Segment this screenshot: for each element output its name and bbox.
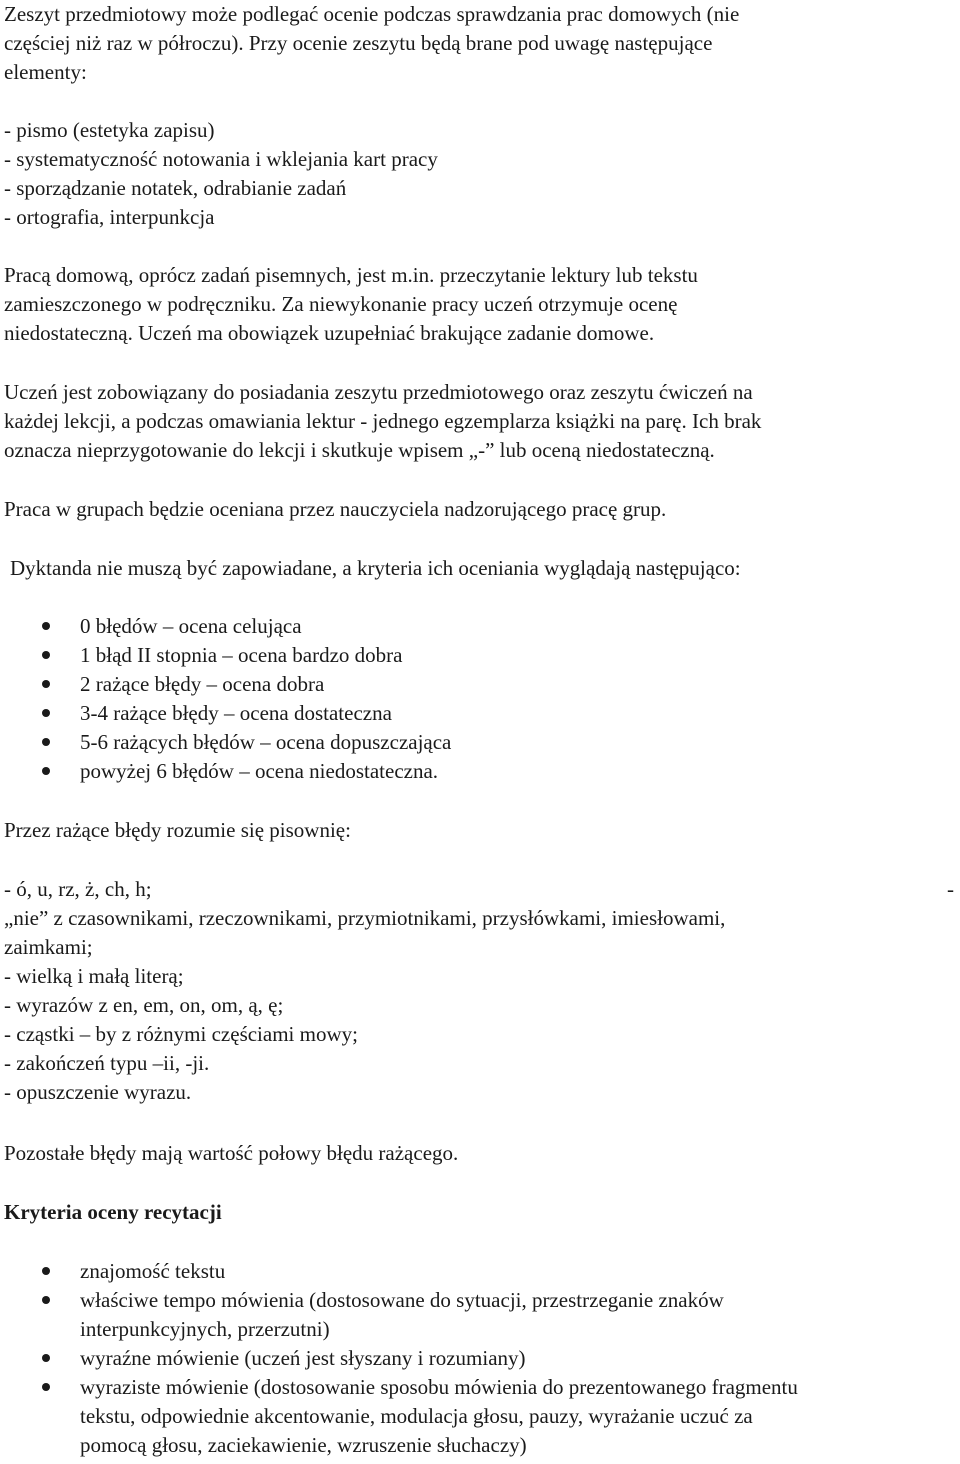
error-rule: - wielką i małą literą; <box>4 964 184 988</box>
paragraph-line: Pracą domową, oprócz zadań pisemnych, jest m.in. przeczytanie lektury lub tekstu <box>4 263 698 287</box>
list-item-text: 0 błędów – ocena celująca <box>80 614 302 638</box>
error-rule: - opuszczenie wyrazu. <box>4 1080 192 1104</box>
list-item <box>80 699 392 728</box>
paragraph-line: elementy: <box>4 60 87 84</box>
list-item <box>80 728 451 757</box>
paragraph-line: Zeszyt przedmiotowy może podlegać ocenie podczas sprawdzania prac domowych (nie <box>4 2 740 26</box>
list-item <box>80 1257 225 1286</box>
paragraph-line: częściej niż raz w półroczu). Przy ocenie zeszytu będą brane pod uwagę następujące <box>4 31 713 55</box>
list-item <box>80 1344 526 1373</box>
list-item-text: 5-6 rażących błędów – ocena dopuszczająca <box>80 730 452 754</box>
bullet-icon <box>42 738 50 746</box>
list-item <box>80 670 324 699</box>
bullet-icon <box>42 1267 50 1275</box>
list-item <box>80 1373 798 1402</box>
notebook-criterion: - ortografia, interpunkcja <box>4 205 215 229</box>
list-item <box>80 641 402 670</box>
list-item <box>80 1286 724 1315</box>
error-rule: - zakończeń typu –ii, -ji. <box>4 1051 210 1075</box>
error-rule: - ó, u, rz, ż, ch, h; <box>4 877 152 901</box>
paragraph-line: Praca w grupach będzie oceniana przez nauczyciela nadzorującego pracę grup. <box>4 497 667 521</box>
bullet-icon <box>42 1296 50 1304</box>
bullet-icon <box>42 1354 50 1362</box>
notebook-criterion: - sporządzanie notatek, odrabianie zadań <box>4 176 347 200</box>
notebook-criterion: - systematyczność notowania i wklejania kart pracy <box>4 147 438 171</box>
list-item-text: 1 błąd II stopnia – ocena bardzo dobra <box>80 643 403 667</box>
list-item-text: 2 rażące błędy – ocena dobra <box>80 672 325 696</box>
bullet-icon <box>42 709 50 717</box>
paragraph-line: oznacza nieprzygotowanie do lekcji i skutkuje wpisem „-” lub oceną niedostateczną. <box>4 438 715 462</box>
paragraph-line: Dyktanda nie muszą być zapowiadane, a kryteria ich oceniania wyglądają następująco: <box>10 556 741 580</box>
list-item-text: 3-4 rażące błędy – ocena dostateczna <box>80 701 392 725</box>
bullet-icon <box>42 1383 50 1391</box>
paragraph-line: Pozostałe błędy mają wartość połowy błędu rażącego. <box>4 1141 459 1165</box>
list-item-text: wyraźne mówienie (uczeń jest słyszany i rozumiany) <box>80 1346 526 1370</box>
paragraph-line: Przez rażące błędy rozumie się pisownię: <box>4 818 351 842</box>
paragraph-line: niedostateczną. Uczeń ma obowiązek uzupełniać brakujące zadanie domowe. <box>4 321 655 345</box>
list-item <box>80 757 438 786</box>
bullet-icon <box>42 680 50 688</box>
error-rule: - cząstki – by z różnymi częściami mowy; <box>4 1022 358 1046</box>
bullet-icon <box>42 767 50 775</box>
bullet-icon <box>42 622 50 630</box>
list-item <box>80 612 302 641</box>
bullet-icon <box>42 651 50 659</box>
trailing-dash: - <box>947 877 954 901</box>
error-rule: - wyrazów z en, em, on, om, ą, ę; <box>4 993 284 1017</box>
list-item-continuation: tekstu, odpowiednie akcentowanie, modulacja głosu, pauzy, wyrażanie uczuć za <box>80 1404 753 1428</box>
paragraph-line: Uczeń jest zobowiązany do posiadania zeszytu przedmiotowego oraz zeszytu ćwiczeń na <box>4 380 753 404</box>
section-heading: Kryteria oceny recytacji <box>4 1200 222 1224</box>
list-item-text: wyraziste mówienie (dostosowanie sposobu mówienia do prezentowanego fragmentu <box>80 1375 798 1399</box>
list-item-continuation: interpunkcyjnych, przerzutni) <box>80 1317 330 1341</box>
list-item-text: powyżej 6 błędów – ocena niedostateczna. <box>80 759 439 783</box>
error-rule: „nie” z czasownikami, rzeczownikami, przymiotnikami, przysłówkami, imiesłowami, <box>4 906 726 930</box>
list-item-continuation: pomocą głosu, zaciekawienie, wzruszenie słuchaczy) <box>80 1433 527 1457</box>
paragraph-line: każdej lekcji, a podczas omawiania lektur - jednego egzemplarza książki na parę. Ich brak <box>4 409 762 433</box>
list-item-text: właściwe tempo mówienia (dostosowane do sytuacji, przestrzeganie znaków <box>80 1288 724 1312</box>
paragraph-line: zamieszczonego w podręczniku. Za niewykonanie pracy uczeń otrzymuje ocenę <box>4 292 678 316</box>
list-item-text: znajomość tekstu <box>80 1259 226 1283</box>
notebook-criterion: - pismo (estetyka zapisu) <box>4 118 215 142</box>
error-rule: zaimkami; <box>4 935 93 959</box>
